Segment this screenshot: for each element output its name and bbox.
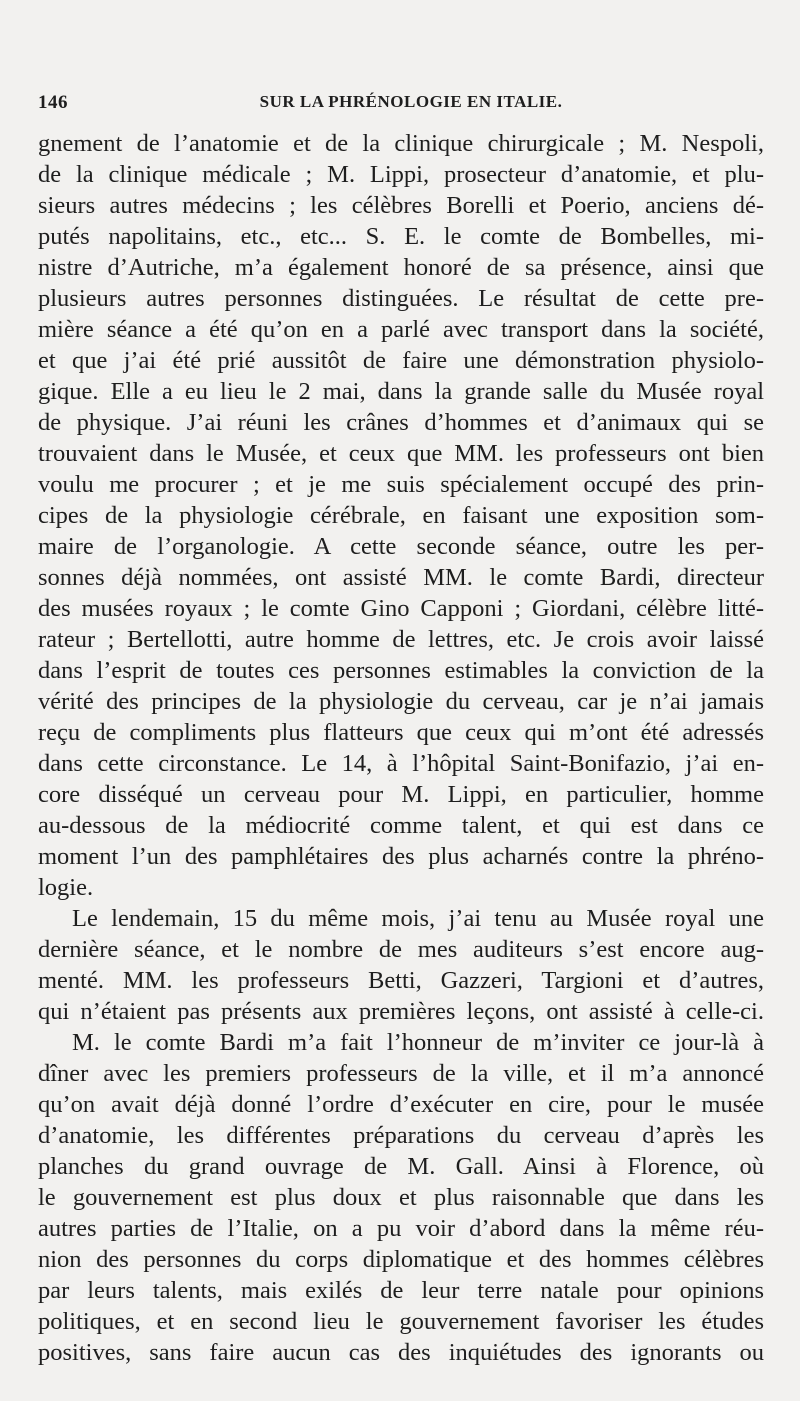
page-number: 146 [38,92,68,113]
text-line: planches du grand ouvrage de M. Gall. Ainsi à Florence, où [38,1153,764,1180]
text-line: sonnes déjà nommées, ont assisté MM. le comte Bardi, directeur [38,564,764,591]
paragraph-start-line: Le lendemain, 15 du même mois, j’ai tenu au Musée royal une [72,905,764,932]
body-text [38,128,764,1368]
text-line: le gouvernement est plus doux et plus raisonnable que dans les [38,1184,764,1211]
text-line: autres parties de l’Italie, on a pu voir d’abord dans la même réu- [38,1215,764,1242]
text-line: dernière séance, et le nombre de mes auditeurs s’est encore aug- [38,936,764,963]
text-line: trouvaient dans le Musée, et ceux que MM. les professeurs ont bien [38,440,764,467]
text-line: sieurs autres médecins ; les célèbres Borelli et Poerio, anciens dé- [38,192,764,219]
text-line: gique. Elle a eu lieu le 2 mai, dans la grande salle du Musée royal [38,378,764,405]
text-line: positives, sans faire aucun cas des inquiétudes des ignorants ou [38,1339,764,1366]
paragraph-end-line: logie. [38,874,94,901]
text-line: menté. MM. les professeurs Betti, Gazzeri, Targioni et d’autres, [38,967,764,994]
paragraph-end-line: qui n’étaient pas présents aux premières leçons, ont assisté à celle-ci. [38,998,764,1025]
text-line: dîner avec les premiers professeurs de la ville, et il m’a annoncé [38,1060,764,1087]
text-line: core disséqué un cerveau pour M. Lippi, en particulier, homme [38,781,764,808]
text-line: plusieurs autres personnes distinguées. Le résultat de cette pre- [38,285,764,312]
text-line: politiques, et en second lieu le gouvernement favoriser les études [38,1308,764,1335]
text-line: mière séance a été qu’on en a parlé avec transport dans la société, [38,316,764,343]
text-line: dans l’esprit de toutes ces personnes estimables la conviction de la [38,657,764,684]
text-line: de la clinique médicale ; M. Lippi, prosecteur d’anatomie, et plu- [38,161,764,188]
running-title: SUR LA PHRÉNOLOGIE EN ITALIE. [259,92,563,111]
text-line: dans cette circonstance. Le 14, à l’hôpital Saint-Bonifazio, j’ai en- [38,750,764,777]
text-line: nion des personnes du corps diplomatique et des hommes célèbres [38,1246,764,1273]
text-line: reçu de compliments plus flatteurs que ceux qui m’ont été adressés [38,719,764,746]
text-line: qu’on avait déjà donné l’ordre d’exécuter en cire, pour le musée [38,1091,764,1118]
text-line: cipes de la physiologie cérébrale, en faisant une exposition som- [38,502,764,529]
text-line: maire de l’organologie. A cette seconde séance, outre les per- [38,533,764,560]
text-line: vérité des principes de la physiologie du cerveau, car je n’ai jamais [38,688,764,715]
text-line: d’anatomie, les différentes préparations du cerveau d’après les [38,1122,764,1149]
paragraph-start-line: M. le comte Bardi m’a fait l’honneur de m’inviter ce jour-là à [72,1029,764,1056]
text-line: voulu me procurer ; et je me suis spécialement occupé des prin- [38,471,764,498]
text-line: et que j’ai été prié aussitôt de faire une démonstration physiolo- [38,347,764,374]
text-line: nistre d’Autriche, m’a également honoré de sa présence, ainsi que [38,254,764,281]
text-line: par leurs talents, mais exilés de leur terre natale pour opinions [38,1277,764,1304]
text-line: des musées royaux ; le comte Gino Capponi ; Giordani, célèbre litté- [38,595,764,622]
text-line: gnement de l’anatomie et de la clinique chirurgicale ; M. Nespoli, [38,130,764,157]
text-line: putés napolitains, etc., etc... S. E. le comte de Bombelles, mi- [38,223,764,250]
text-line: moment l’un des pamphlétaires des plus acharnés contre la phréno- [38,843,764,870]
text-line: au-dessous de la médiocrité comme talent, et qui est dans ce [38,812,764,839]
text-line: rateur ; Bertellotti, autre homme de lettres, etc. Je crois avoir laissé [38,626,764,653]
page-header [38,92,762,122]
text-line: de physique. J’ai réuni les crânes d’hommes et d’animaux qui se [38,409,764,436]
